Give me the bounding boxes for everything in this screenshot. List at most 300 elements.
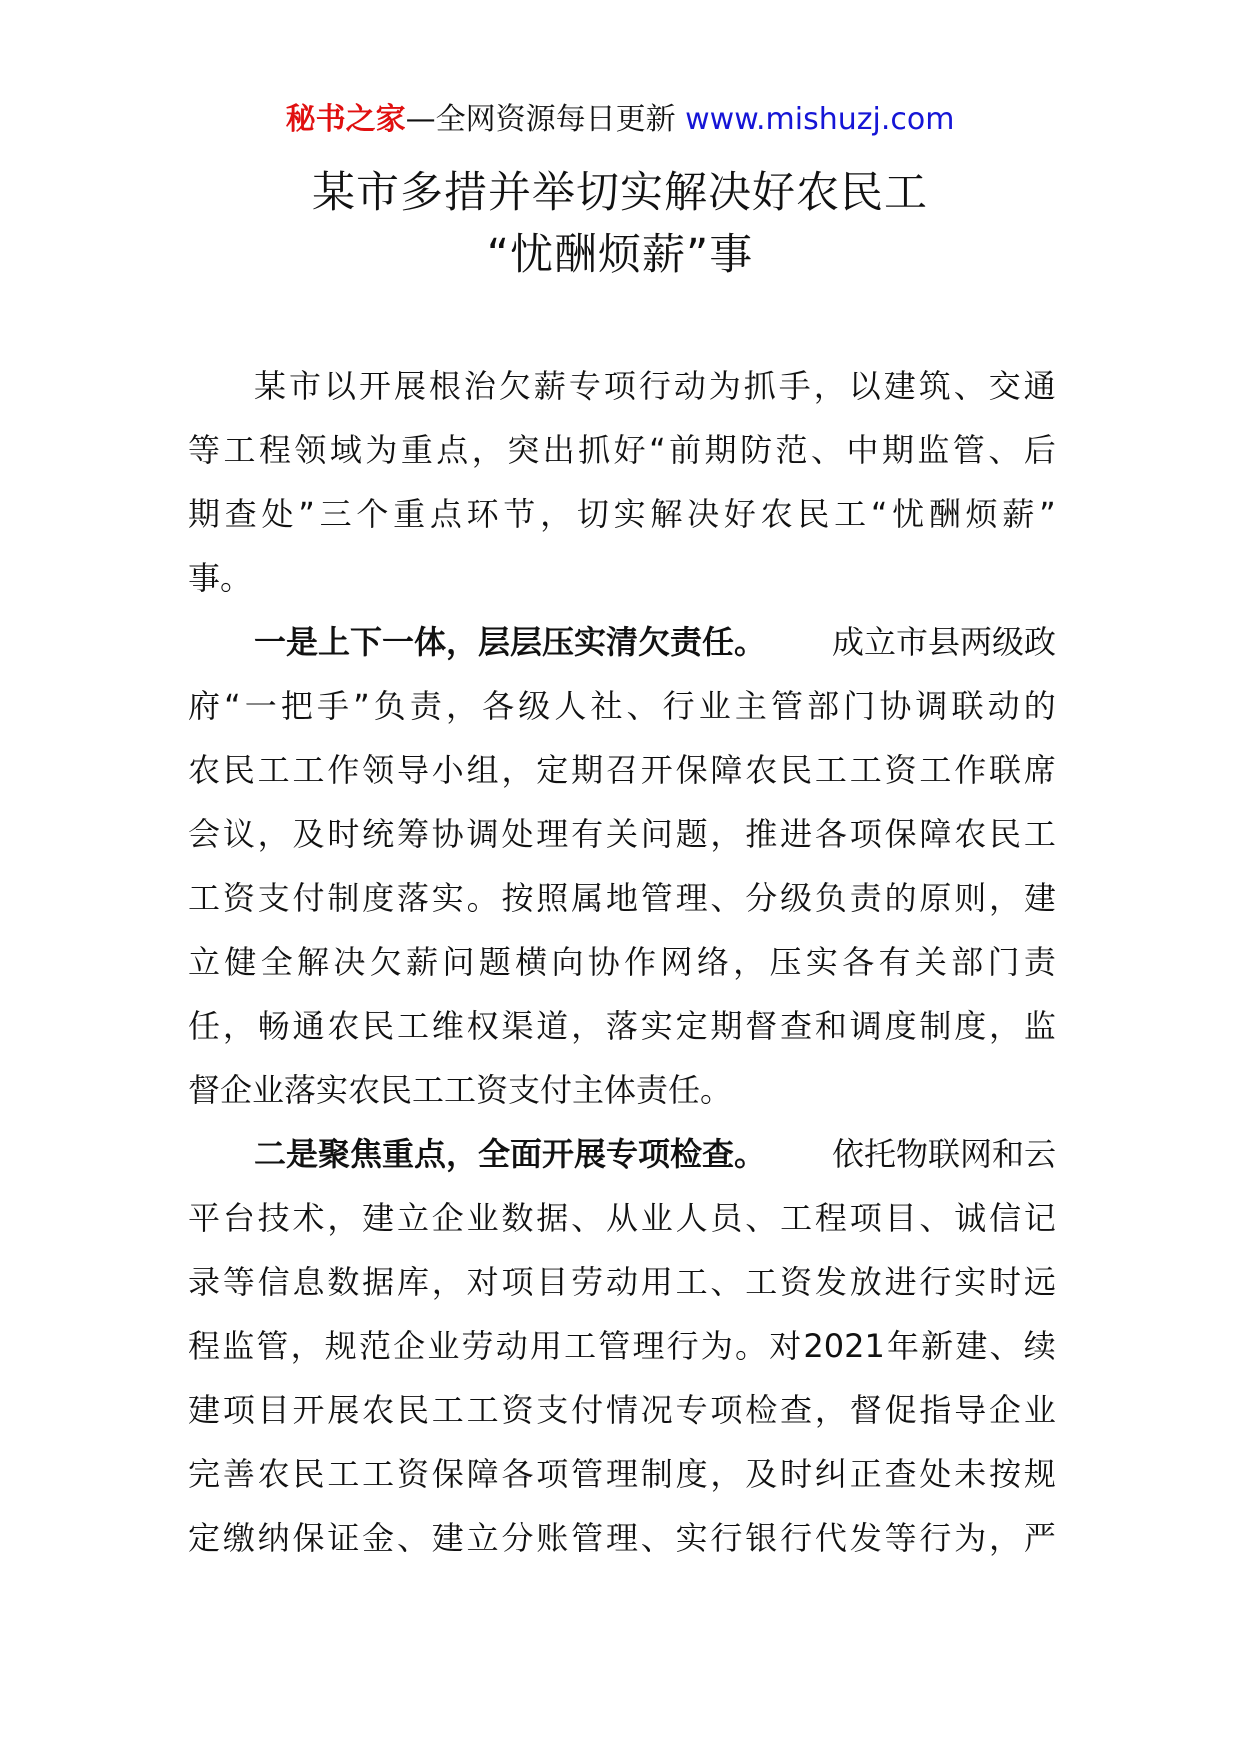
text-glyph: 民 [222, 751, 255, 789]
text-glyph: 度 [362, 879, 395, 917]
paragraph-1-line-3 [188, 482, 1056, 546]
paragraph-3-line-1-rest: 依托物联网和云 [831, 1135, 1056, 1173]
text-glyph: 制 [919, 1007, 952, 1045]
text-glyph: 薪 [1002, 495, 1035, 533]
text-glyph: 原 [919, 879, 952, 917]
text-glyph: 障 [466, 1455, 499, 1493]
text-glyph: 工 [780, 1199, 813, 1237]
text-glyph: 规 [324, 1327, 357, 1365]
text-glyph: 防 [740, 431, 773, 469]
text-glyph: 期 [704, 431, 737, 469]
text-glyph: 的 [1023, 687, 1056, 725]
text-glyph: 环 [466, 495, 499, 533]
text-glyph: 度 [954, 1007, 987, 1045]
text-glyph: 以 [848, 367, 881, 405]
text-glyph: ， [327, 1199, 360, 1237]
text-glyph: 业 [466, 1199, 499, 1237]
text-glyph: 及 [292, 815, 325, 853]
text-glyph: 调 [466, 815, 499, 853]
text-glyph: 农 [954, 815, 987, 853]
text-glyph: 、 [811, 431, 844, 469]
text-glyph: 工 [396, 1007, 429, 1045]
text-glyph: 筹 [396, 815, 429, 853]
paragraph-3-line-5 [188, 1378, 1056, 1442]
text-glyph: 建 [955, 1327, 988, 1365]
text-glyph: 建 [883, 367, 916, 405]
text-glyph: 社 [590, 687, 623, 725]
text-glyph: 度 [884, 1007, 917, 1045]
text-glyph: 对 [769, 1327, 802, 1365]
text-glyph: 工 [745, 1263, 778, 1301]
text-glyph: 建 [1023, 879, 1056, 917]
text-glyph: 、 [710, 1263, 743, 1301]
paragraph-1-line-2 [188, 418, 1056, 482]
text-glyph: 金 [362, 1519, 395, 1557]
text-glyph: ， [501, 751, 534, 789]
document-body [188, 354, 1056, 1570]
site-tagline: —全网资源每日更新 [405, 102, 686, 137]
text-glyph: 业 [1023, 1391, 1056, 1429]
text-glyph: ” [353, 687, 370, 725]
text-glyph: 资 [222, 879, 255, 917]
text-glyph: 平 [188, 1199, 221, 1237]
text-glyph: 开 [640, 751, 673, 789]
text-glyph: 工 [431, 1391, 464, 1429]
text-glyph: 诚 [954, 1199, 987, 1237]
text-glyph: 责 [849, 879, 882, 917]
text-glyph: 联 [951, 687, 984, 725]
text-glyph: 好 [723, 495, 756, 533]
text-glyph: 决 [333, 943, 366, 981]
text-glyph: 项 [536, 1455, 569, 1493]
text-glyph: 立 [466, 1519, 499, 1557]
text-glyph: 项 [849, 815, 882, 853]
text-glyph: 络 [696, 943, 729, 981]
text-glyph: 会 [188, 815, 221, 853]
text-glyph: 民 [797, 495, 830, 533]
text-glyph: 为 [954, 1519, 987, 1557]
text-glyph: 导 [396, 751, 429, 789]
text-glyph: 工 [257, 751, 290, 789]
text-glyph: 付 [571, 1391, 604, 1429]
text-glyph: 督 [745, 1007, 778, 1045]
text-glyph: 工 [564, 1327, 597, 1365]
text-glyph: 为 [700, 1327, 733, 1365]
text-glyph: 作 [954, 751, 987, 789]
text-glyph: 录 [188, 1263, 221, 1301]
text-glyph: 调 [849, 1007, 882, 1045]
text-glyph: ， [814, 1391, 847, 1429]
text-glyph: 完 [188, 1455, 221, 1493]
text-glyph: 等 [222, 1263, 255, 1301]
text-glyph: 点 [436, 431, 469, 469]
text-glyph: 行 [638, 367, 671, 405]
text-glyph: 出 [542, 431, 575, 469]
text-glyph: 解 [297, 943, 330, 981]
text-glyph: 况 [640, 1391, 673, 1429]
text-glyph: 欠 [498, 367, 531, 405]
text-glyph: 组 [466, 751, 499, 789]
paragraph-3-line-3 [188, 1250, 1056, 1314]
text-glyph: 忧 [892, 495, 925, 533]
text-glyph: 管 [256, 1327, 289, 1365]
text-glyph: 严 [1023, 1519, 1056, 1557]
text-glyph: 落 [396, 879, 429, 917]
text-glyph: ， [989, 1007, 1022, 1045]
text-glyph: 发 [814, 1263, 847, 1301]
text-glyph: 属 [571, 879, 604, 917]
text-glyph: 范 [775, 431, 808, 469]
text-glyph: 劳 [571, 1263, 604, 1301]
text-glyph: 时 [327, 815, 360, 853]
text-glyph: 息 [292, 1263, 325, 1301]
text-glyph: 项 [222, 1391, 255, 1429]
text-glyph: 议 [222, 815, 255, 853]
text-glyph: 企 [431, 1199, 464, 1237]
text-glyph: 动 [987, 687, 1020, 725]
text-glyph: 建 [188, 1391, 221, 1429]
text-glyph: 实 [954, 1263, 987, 1301]
text-glyph: 则 [954, 879, 987, 917]
text-glyph: 行 [780, 1519, 813, 1557]
text-glyph: 督 [849, 1391, 882, 1429]
text-glyph: 未 [954, 1455, 987, 1493]
text-glyph: 据 [362, 1263, 395, 1301]
text-glyph: 作 [327, 751, 360, 789]
text-glyph: ， [710, 815, 743, 853]
text-glyph: 证 [327, 1519, 360, 1557]
text-glyph: 查 [780, 1391, 813, 1429]
text-glyph: 用 [640, 1263, 673, 1301]
text-glyph: 实 [431, 879, 464, 917]
text-glyph: 管 [598, 1327, 631, 1365]
text-glyph: 工 [1023, 815, 1056, 853]
text-glyph: 维 [431, 1007, 464, 1045]
text-glyph: 资 [396, 1455, 429, 1493]
text-glyph: 协 [879, 687, 912, 725]
text-glyph: ， [710, 1455, 743, 1493]
text-glyph: 付 [292, 879, 325, 917]
text-glyph: 照 [536, 879, 569, 917]
text-glyph: 小 [431, 751, 464, 789]
text-glyph: 期 [571, 751, 604, 789]
text-glyph: 管 [770, 687, 803, 725]
text-glyph: 放 [849, 1263, 882, 1301]
text-glyph: ” [1039, 495, 1056, 533]
text-glyph: 农 [745, 751, 778, 789]
text-glyph: 、 [640, 1519, 673, 1557]
document-title [0, 162, 1240, 286]
text-glyph: 、 [953, 367, 986, 405]
paragraph-2-line-1-rest: 成立市县两级政 [831, 623, 1056, 661]
text-glyph: 统 [362, 815, 395, 853]
text-glyph: 重 [400, 431, 433, 469]
text-glyph: ” [298, 495, 315, 533]
paragraph-3-line-2 [188, 1186, 1056, 1250]
paragraph-1-line-4: 事。 [188, 559, 253, 597]
text-glyph: 支 [536, 1391, 569, 1429]
text-glyph: 有 [571, 815, 604, 853]
text-glyph: 全 [260, 943, 293, 981]
text-glyph: 人 [675, 1199, 708, 1237]
text-glyph: 资 [884, 751, 917, 789]
paragraph-3-lead: 二是聚焦重点，全面开展专项检查。 [254, 1135, 767, 1173]
text-glyph: 抓 [578, 431, 611, 469]
text-glyph: 时 [989, 1263, 1022, 1301]
text-glyph: 分 [501, 1519, 534, 1557]
text-glyph: 通 [1023, 367, 1056, 405]
text-glyph: 问 [442, 943, 475, 981]
text-glyph: 期 [881, 431, 914, 469]
text-glyph: 银 [745, 1519, 778, 1557]
text-glyph: 、 [919, 1199, 952, 1237]
site-header [0, 100, 1240, 140]
text-glyph: ， [446, 687, 479, 725]
text-glyph: 推 [745, 815, 778, 853]
text-glyph: 管 [640, 879, 673, 917]
text-glyph: 处 [919, 1455, 952, 1493]
text-glyph: 实 [675, 1519, 708, 1557]
text-glyph: 2021 [803, 1327, 885, 1365]
text-glyph: 各 [501, 1455, 534, 1493]
text-glyph: 保 [292, 1519, 325, 1557]
text-glyph: 各 [482, 687, 515, 725]
text-glyph: 理 [675, 879, 708, 917]
text-glyph: 制 [640, 1455, 673, 1493]
text-glyph: 保 [675, 751, 708, 789]
text-glyph: 某 [254, 367, 287, 405]
text-glyph: “ [649, 431, 666, 469]
text-glyph: ， [733, 943, 766, 981]
text-glyph: ， [989, 1519, 1022, 1557]
text-glyph: 、 [571, 1199, 604, 1237]
paragraph-2-line-6 [188, 930, 1056, 994]
text-glyph: ， [431, 1263, 464, 1301]
text-glyph: “ [224, 687, 241, 725]
text-glyph: 民 [396, 1391, 429, 1429]
text-glyph: 治 [463, 367, 496, 405]
text-glyph: 管 [571, 1455, 604, 1493]
text-glyph: ， [257, 815, 290, 853]
text-glyph: 业 [427, 1327, 460, 1365]
text-glyph: 领 [362, 751, 395, 789]
text-glyph: 缴 [222, 1519, 255, 1557]
text-glyph: 突 [507, 431, 540, 469]
text-glyph: 记 [1023, 1199, 1056, 1237]
text-glyph: 主 [734, 687, 767, 725]
text-glyph: 三 [319, 495, 352, 533]
text-glyph: 数 [327, 1263, 360, 1301]
text-glyph: 横 [515, 943, 548, 981]
text-glyph: 行 [710, 1519, 743, 1557]
text-glyph: 项 [501, 1263, 534, 1301]
text-glyph: 网 [660, 943, 693, 981]
text-glyph: 领 [294, 431, 327, 469]
text-glyph: 手 [317, 687, 350, 725]
text-glyph: 新 [921, 1327, 954, 1365]
text-glyph: 动 [673, 367, 706, 405]
text-glyph: 理 [536, 815, 569, 853]
text-glyph: 保 [884, 815, 917, 853]
text-glyph: 为 [708, 367, 741, 405]
text-glyph: 从 [605, 1199, 638, 1237]
text-glyph: ， [540, 495, 573, 533]
text-glyph: 度 [675, 1455, 708, 1493]
text-glyph: 工 [834, 495, 867, 533]
text-glyph: “ [870, 495, 888, 533]
text-glyph: 级 [780, 879, 813, 917]
text-glyph: 责 [1023, 943, 1056, 981]
text-glyph: 手 [778, 367, 811, 405]
text-glyph: 负 [814, 879, 847, 917]
text-glyph: 定 [536, 751, 569, 789]
text-glyph: 关 [605, 815, 638, 853]
text-glyph: 行 [919, 1263, 952, 1301]
text-glyph: 通 [292, 1007, 325, 1045]
text-glyph: 立 [396, 1199, 429, 1237]
text-glyph: 交 [988, 367, 1021, 405]
text-glyph: 部 [807, 687, 840, 725]
text-glyph: 农 [188, 751, 221, 789]
paragraph-3-line-1 [188, 1122, 1056, 1186]
text-glyph: 畅 [257, 1007, 290, 1045]
text-glyph: 民 [780, 751, 813, 789]
text-glyph: 理 [605, 1519, 638, 1557]
text-glyph: 。 [735, 1327, 768, 1365]
text-glyph: 负 [373, 687, 406, 725]
title-line-2: “忧酬烦薪”事 [486, 230, 754, 280]
text-glyph: 为 [365, 431, 398, 469]
text-glyph: 行 [919, 1519, 952, 1557]
text-glyph: 程 [814, 1199, 847, 1237]
text-glyph: 查 [884, 1455, 917, 1493]
text-glyph: 进 [884, 1263, 917, 1301]
paragraph-3-line-4 [188, 1314, 1056, 1378]
text-glyph: 按 [501, 879, 534, 917]
text-glyph: 各 [842, 943, 875, 981]
text-glyph: 等 [188, 431, 221, 469]
text-glyph: 节 [503, 495, 536, 533]
text-glyph: 障 [919, 815, 952, 853]
paragraph-3-line-7 [188, 1506, 1056, 1570]
text-glyph: 渠 [501, 1007, 534, 1045]
text-glyph: 建 [362, 1199, 395, 1237]
text-glyph: 域 [329, 431, 362, 469]
text-glyph: 行 [662, 687, 695, 725]
text-glyph: 术 [292, 1199, 325, 1237]
text-glyph: 调 [915, 687, 948, 725]
text-glyph: 处 [501, 815, 534, 853]
text-glyph: 正 [849, 1455, 882, 1493]
text-glyph: 任 [188, 1007, 221, 1045]
text-glyph: 检 [745, 1391, 778, 1429]
text-glyph: 关 [914, 943, 947, 981]
text-glyph: 农 [327, 1007, 360, 1045]
text-glyph: 门 [987, 943, 1020, 981]
text-glyph: 一 [244, 687, 277, 725]
text-glyph: 导 [954, 1391, 987, 1429]
text-glyph: 目 [536, 1263, 569, 1301]
text-glyph: 目 [257, 1391, 290, 1429]
text-glyph: 工 [362, 1455, 395, 1493]
text-glyph: 技 [257, 1199, 290, 1237]
text-glyph: 规 [1023, 1455, 1056, 1493]
paragraph-1-line-1 [188, 354, 1056, 418]
text-glyph: 问 [640, 815, 673, 853]
text-glyph: 工 [675, 1263, 708, 1301]
text-glyph: 期 [710, 1007, 743, 1045]
text-glyph: ， [290, 1327, 323, 1365]
text-glyph: 情 [605, 1391, 638, 1429]
text-glyph: 指 [919, 1391, 952, 1429]
text-glyph: 年 [886, 1327, 919, 1365]
text-glyph: 项 [603, 367, 636, 405]
text-glyph: 监 [1023, 1007, 1056, 1045]
text-glyph: 实 [613, 495, 646, 533]
text-glyph: 健 [224, 943, 257, 981]
text-glyph: 劳 [461, 1327, 494, 1365]
text-glyph: 、 [988, 431, 1021, 469]
text-glyph: 专 [568, 367, 601, 405]
text-glyph: 农 [257, 1455, 290, 1493]
text-glyph: 台 [222, 1199, 255, 1237]
text-glyph: 工 [849, 751, 882, 789]
paragraph-2-line-3 [188, 738, 1056, 802]
text-glyph: 酬 [928, 495, 961, 533]
text-glyph: 工 [466, 1391, 499, 1429]
text-glyph: 重 [393, 495, 426, 533]
text-glyph: 管 [571, 1519, 604, 1557]
text-glyph: 等 [884, 1519, 917, 1557]
text-glyph: 和 [814, 1007, 847, 1045]
text-glyph: 专 [675, 1391, 708, 1429]
text-glyph: 定 [675, 1007, 708, 1045]
text-glyph: 业 [698, 687, 731, 725]
text-glyph: 题 [675, 815, 708, 853]
text-glyph: ， [813, 367, 846, 405]
text-glyph: 项 [849, 1199, 882, 1237]
text-glyph: 资 [501, 1391, 534, 1429]
text-glyph: 切 [576, 495, 609, 533]
text-glyph: 理 [605, 1455, 638, 1493]
text-glyph: 工 [223, 431, 256, 469]
text-glyph: 保 [431, 1455, 464, 1493]
site-url-link[interactable]: www.mishuzj.com [685, 102, 955, 137]
text-glyph: 实 [640, 1007, 673, 1045]
text-glyph: 展 [393, 367, 426, 405]
text-glyph: 管 [952, 431, 985, 469]
text-glyph: 分 [745, 879, 778, 917]
text-glyph: 解 [650, 495, 683, 533]
text-glyph: 席 [1023, 751, 1056, 789]
text-glyph: 对 [466, 1263, 499, 1301]
text-glyph: 善 [222, 1455, 255, 1493]
text-glyph: 企 [989, 1391, 1022, 1429]
text-glyph: 纳 [257, 1519, 290, 1557]
text-glyph: 及 [745, 1455, 778, 1493]
text-glyph: 信 [257, 1263, 290, 1301]
text-glyph: 账 [536, 1519, 569, 1557]
text-glyph: 召 [605, 751, 638, 789]
text-glyph: ， [471, 431, 504, 469]
text-glyph: 监 [222, 1327, 255, 1365]
text-glyph: 理 [632, 1327, 665, 1365]
text-glyph: 薪 [533, 367, 566, 405]
text-glyph: 据 [536, 1199, 569, 1237]
text-glyph: 远 [1023, 1263, 1056, 1301]
text-glyph: 员 [710, 1199, 743, 1237]
paragraph-2-line-7 [188, 994, 1056, 1058]
